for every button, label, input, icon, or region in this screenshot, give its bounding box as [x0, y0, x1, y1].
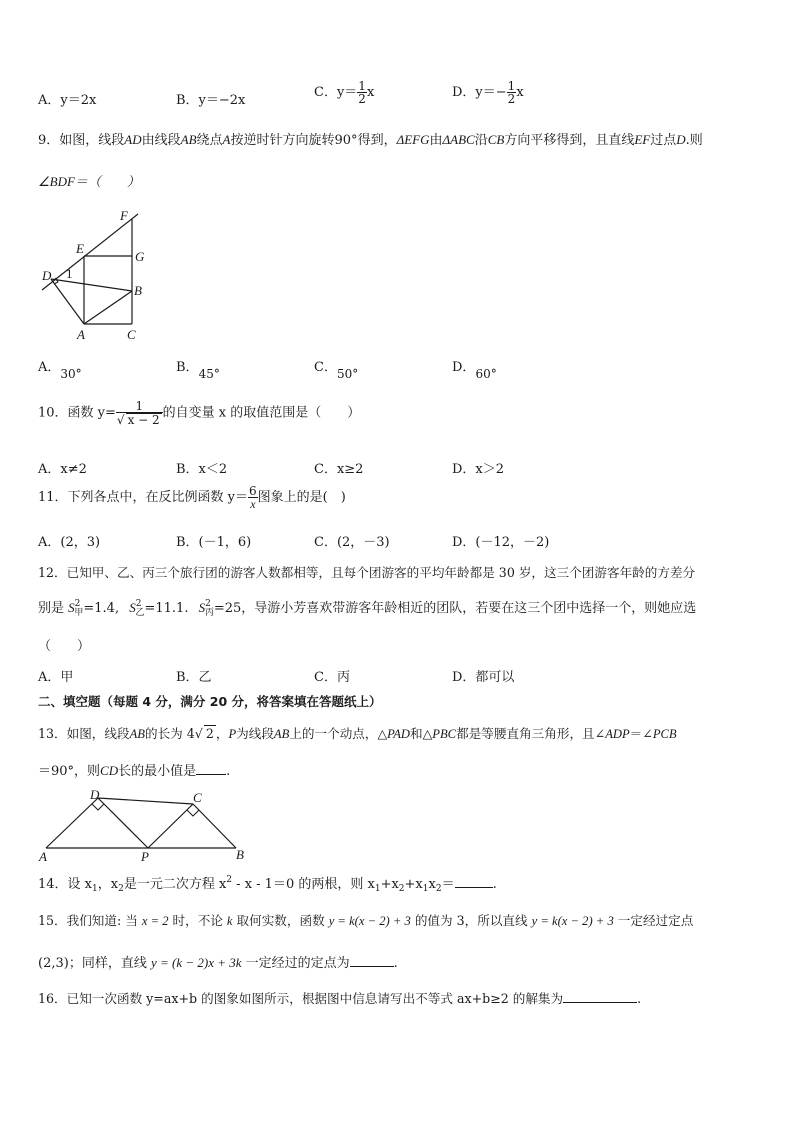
q9-option-a: A．30°	[38, 360, 82, 381]
label-e: E	[76, 241, 84, 256]
segment-dp	[98, 798, 148, 848]
label-b: B	[134, 283, 142, 298]
q8-option-c: C．y＝ $\frac{1}{2}$ x	[314, 79, 375, 106]
fraction: $\frac{6}{x}$	[249, 484, 257, 511]
label-angle-1: 1	[66, 266, 73, 281]
q10-stem: 10．函数 y= $\frac{1}{√ x - 2}$ 的自变量 x 的取值范围是（ ）	[38, 399, 361, 427]
q10-option-d: D．x＞2	[452, 462, 505, 477]
label-c: C	[127, 327, 136, 342]
q11-option-b: B．(－1，6)	[176, 535, 252, 550]
q9-option-b: B．45°	[176, 360, 220, 381]
segment-ad	[46, 798, 98, 848]
q13-stem-line2: ＝90°，则CD长的最小值是 .	[38, 763, 231, 779]
label-p: P	[141, 849, 149, 864]
answer-blank[interactable]	[563, 1002, 637, 1003]
q16-stem: 16．已知一次函数 y=ax+b 的图象如图所示，根据图中信息请写出不等式 ax+b≥2 的解集为 .	[38, 991, 642, 1006]
q13-stem-line1: 13．如图，线段AB的长为 4√ 2 ，P为线段AB上的一个动点，△PAD和△PBC都是等腰直角三角形，且∠ADP＝∠PCB	[38, 726, 677, 741]
q8-option-b: B．y＝−2x	[176, 93, 246, 108]
label-c: C	[193, 790, 202, 805]
q12-option-c: C．丙	[314, 670, 350, 685]
label-g: G	[135, 249, 145, 264]
q12-stem-line1: 12．已知甲、乙、丙三个旅行团的游客人数都相等，且每个团游客的平均年龄都是 30 岁，这三个团游客年龄的方差分	[38, 565, 696, 580]
q10-option-b: B．x＜2	[176, 462, 228, 477]
label-f: F	[120, 208, 128, 223]
segment-pc	[148, 804, 193, 848]
segment-db	[51, 279, 132, 291]
q11-option-c: C．(2，－3)	[314, 535, 390, 550]
q15-stem-line2: (2,3)；同样，直线 y = (k − 2)x + 3k 一定经过的定点为 .	[38, 955, 398, 971]
q12-option-d: D．都可以	[452, 670, 515, 685]
answer-blank[interactable]	[455, 887, 493, 888]
q11-stem: 11．下列各点中，在反比例函数 y＝ $\frac{6}{x}$ 图象上的是( )	[38, 484, 346, 511]
section-heading: 二、填空题（每题 4 分，满分 20 分，将答案填在答题纸上）	[38, 694, 382, 709]
q9-stem-line2: ∠BDF＝（ ）	[38, 174, 140, 189]
q8-option-a: A．y＝2x	[38, 93, 97, 108]
segment-dc	[98, 798, 193, 804]
q8-option-d: D．y＝− $\frac{1}{2}$ x	[452, 79, 524, 106]
label-d: D	[90, 787, 100, 802]
fraction: $\frac{1}{√ x - 2}$	[116, 400, 163, 426]
line-df	[42, 214, 138, 290]
fraction: $\frac{1}{2}$	[358, 79, 366, 106]
q13-figure	[36, 786, 256, 864]
q10-option-c: C．x≥2	[314, 462, 364, 477]
segment-da	[51, 279, 84, 324]
label-b: B	[236, 847, 244, 862]
answer-blank[interactable]	[350, 966, 394, 967]
q12-stem-line2: 别是 $S^2_甲=1.4$, $S^2_乙=11.1$. $S^2_丙=25$，导游小芳喜欢带游客年龄相近的团队，若要在这三个团中选择一个，则她应选	[38, 599, 697, 618]
q15-stem-line1: 15．我们知道: 当 x = 2 时，不论 k 取何实数，函数 y = k(x − 2) + 3 的值为 3，所以直线 y = k(x − 2) + 3 一定经过定点	[38, 913, 694, 928]
q11-option-a: A．(2，3)	[38, 535, 101, 550]
segment-ab	[84, 291, 132, 324]
q12-option-b: B．乙	[176, 670, 212, 685]
q9-option-d: D．60°	[452, 360, 497, 381]
segment-cb	[193, 804, 236, 848]
right-angle-mark-c	[187, 810, 199, 816]
q11-option-d: D．(－12，－2)	[452, 535, 550, 550]
label-d: D	[42, 268, 52, 283]
fraction: $\frac{1}{2}$	[507, 79, 516, 106]
right-angle-mark-d	[92, 804, 104, 810]
q9-stem: 9．如图，线段AD由线段AB绕点A按逆时针方向旋转90°得到，ΔEFG由ΔABC沿CB方向平移得到，且直线EF过点D.则	[38, 132, 703, 148]
q14-stem: 14．设 $x_1$，$x_2$是一元二次方程 $x^2 - x - 1=0$ 的两根，则 $x_1+x_2+x_1x_2=$ .	[38, 875, 497, 894]
q12-stem-line3: （ ）	[38, 639, 91, 654]
q12-option-a: A．甲	[38, 670, 74, 685]
label-a: A	[77, 327, 85, 342]
answer-blank[interactable]	[196, 774, 226, 775]
q9-option-c: C．50°	[314, 360, 359, 381]
q9-figure	[36, 206, 156, 344]
label-a: A	[39, 849, 47, 864]
q10-option-a: A．x≠2	[38, 462, 87, 477]
